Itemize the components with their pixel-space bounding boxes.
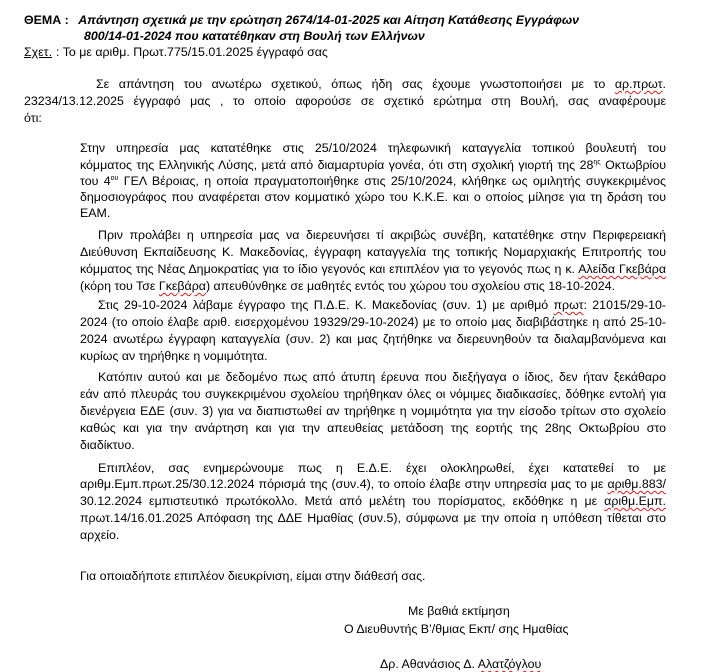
subject-line-1 xyxy=(24,12,579,28)
subject-text: Απάντηση σχετικά με την ερώτηση 2674/14-01-2025 και Αίτηση Κατάθεσης Εγγράφων xyxy=(78,13,580,27)
reference-text: : Το με αριθμ. Πρωτ.775/15.01.2025 έγγραφό σας xyxy=(56,45,328,59)
p2-line-1: Στην υπηρεσία μας κατατέθηκε στις 25/10/2024 τηλεφωνική καταγγελία τοπικού βουλευτή του xyxy=(80,141,666,155)
p4-line-2: 2024 (το οποίο έλαβε αριθ. εισερχομένου 19329/29-10-2024) με το οποίο μας διαβιβάστηκε η από 25-10- xyxy=(80,315,666,329)
subject-label: ΘΕΜΑ : xyxy=(24,13,69,27)
p7-line: Για οποιαδήποτε επιπλέον διευκρίνιση, είμαι στην διάθεσή σας. xyxy=(80,569,426,583)
p4-line-3: 2024 ανωτέρω έγγραφη καταγγελία (συν. 2) και μας ζητήθηκε να διερευνηθούν τα διαλαμβανόμενα και xyxy=(80,332,666,346)
p4-line-1: Στις 29-10-2024 λάβαμε έγγραφο της Π.Δ.Ε. Κ. Μακεδονίας (συν. 1) με αριθμό πρωτ: 21015/29-10- xyxy=(98,298,667,312)
p6-line-5: αρχείο. xyxy=(80,528,120,542)
p6-line-1: Επιπλέον, σας ενημερώνουμε πως η Ε.Δ.Ε. έχει ολοκληρωθεί, έχει κατατεθεί το με xyxy=(98,461,666,475)
p3-line-3: κόμματος της Νέας Δημοκρατίας για το ίδιο γεγονός και επιπλέον για το γεγονός πως η κ. Αλείδα Γκεβάρα xyxy=(80,262,666,276)
p6-line-2: αριθμ.Εμπ.πρωτ.25/30.12.2024 πόρισμά της (συν.4), το οποίο έλαβε στην υπηρεσία μας το με αριθμ.883/ xyxy=(80,477,666,491)
p6-line-4: πρωτ.14/16.01.2025 Απόφαση της ΔΔΕ Ημαθίας (συν.5), σύμφωνα με την οποία η υπόθεση τίθεται στο xyxy=(80,511,666,525)
p5-line-5: διαδίκτυο. xyxy=(80,438,135,452)
p2-line-4: δημοσιογράφος που αναφέρεται στον κομματικό χώρο του Κ.Κ.Ε. και ο οποίος μίλησε για τη δράση του xyxy=(80,190,666,204)
p5-line-4: καθώς και για την ανάρτηση και για την απευθείας μετάδοση της εορτής της 28ης Οκτωβρίου στο xyxy=(80,421,666,435)
p6-line-3: 30.12.2024 εμπιστευτικό πρωτόκολλο. Μετά από μελέτη του πορίσματος, εκδόθηκε η με αριθμ.Εμπ. xyxy=(80,494,666,508)
p3-line-2: Διεύθυνση Εκπαίδευσης Κ. Μακεδονίας, έγγραφη καταγγελία της τοπικής Νομαρχιακής Επιτροπής του xyxy=(80,245,666,259)
p5-line-3: διενέργεια ΕΔΕ (συν. 3) για να διαπιστωθεί αν τηρήθηκε η νομιμότητα για την είσοδο τρίτων στο σχολείο xyxy=(80,404,666,418)
p1-line-1: Σε απάντηση του ανωτέρω σχετικού, όπως ήδη σας έχουμε γνωστοποιήσει με το αρ.πρωτ. xyxy=(96,77,666,91)
p3-line-4: (κόρη του Τσε Γκεβάρα) απευθύνθηκε σε μαθητές εντός του χώρου του σχολείου στις 18-10-2024. xyxy=(80,279,616,293)
p5-line-2: εάν από πλευράς του συγκεκριμένου σχολείου τηρήθηκαν όλες οι νόμιμες διαδικασίες, δόθηκε εντολή για xyxy=(80,387,666,401)
p2-line-3: του $4^{o\upsilon}$ ΓΕΛ Βέροιας, η οποία πραγματοποιήθηκε στις 25/10/2024, κλήθηκε ως ομιλητής συγκεκριμένος xyxy=(80,174,666,188)
reference-label: Σχετ. xyxy=(24,45,53,59)
p2-line-5: ΕΑΜ. xyxy=(80,206,111,220)
signature-name: Δρ. Αθανάσιος Δ. Αλατζόγλου xyxy=(380,657,542,671)
p3-line-1: Πριν προλάβει η υπηρεσία μας να διερευνήσει τί ακριβώς συνέβη, κατατέθηκε στην Περιφερειακή xyxy=(98,228,666,242)
p4-line-4: κυρίως αν τηρήθηκε η νομιμότητα. xyxy=(80,349,268,363)
p1-line-3: ότι: xyxy=(24,111,42,125)
p2-line-2: κόμματος της Ελληνικής Λύσης, μετά από διαμαρτυρία γονέα, ότι στη σχολική γιορτή της $28^{\eta\varsigma}$ Οκτωβρίου xyxy=(80,158,666,172)
reference-line xyxy=(24,44,328,60)
signature-title: Ο Διευθυντής Β’/θμιας Εκπ/ σης Ημαθίας xyxy=(344,622,569,636)
p1-line-2: 23234/13.12.2025 έγγραφό μας , το οποίο αφορούσε σε σχετικό ερώτημα στη Βουλή, σας αναφέρουμε xyxy=(24,94,666,108)
subject-line-2: 800/14-01-2024 που κατατέθηκαν στη Βουλή των Ελλήνων xyxy=(84,29,425,43)
signature-closing: Με βαθιά εκτίμηση xyxy=(408,604,510,618)
p5-line-1: Κατόπιν αυτού και με δεδομένο πως από άτυπη έρευνα που διεξήγαγα ο ίδιος, δεν ήταν ξεκάθαρο xyxy=(98,370,666,384)
